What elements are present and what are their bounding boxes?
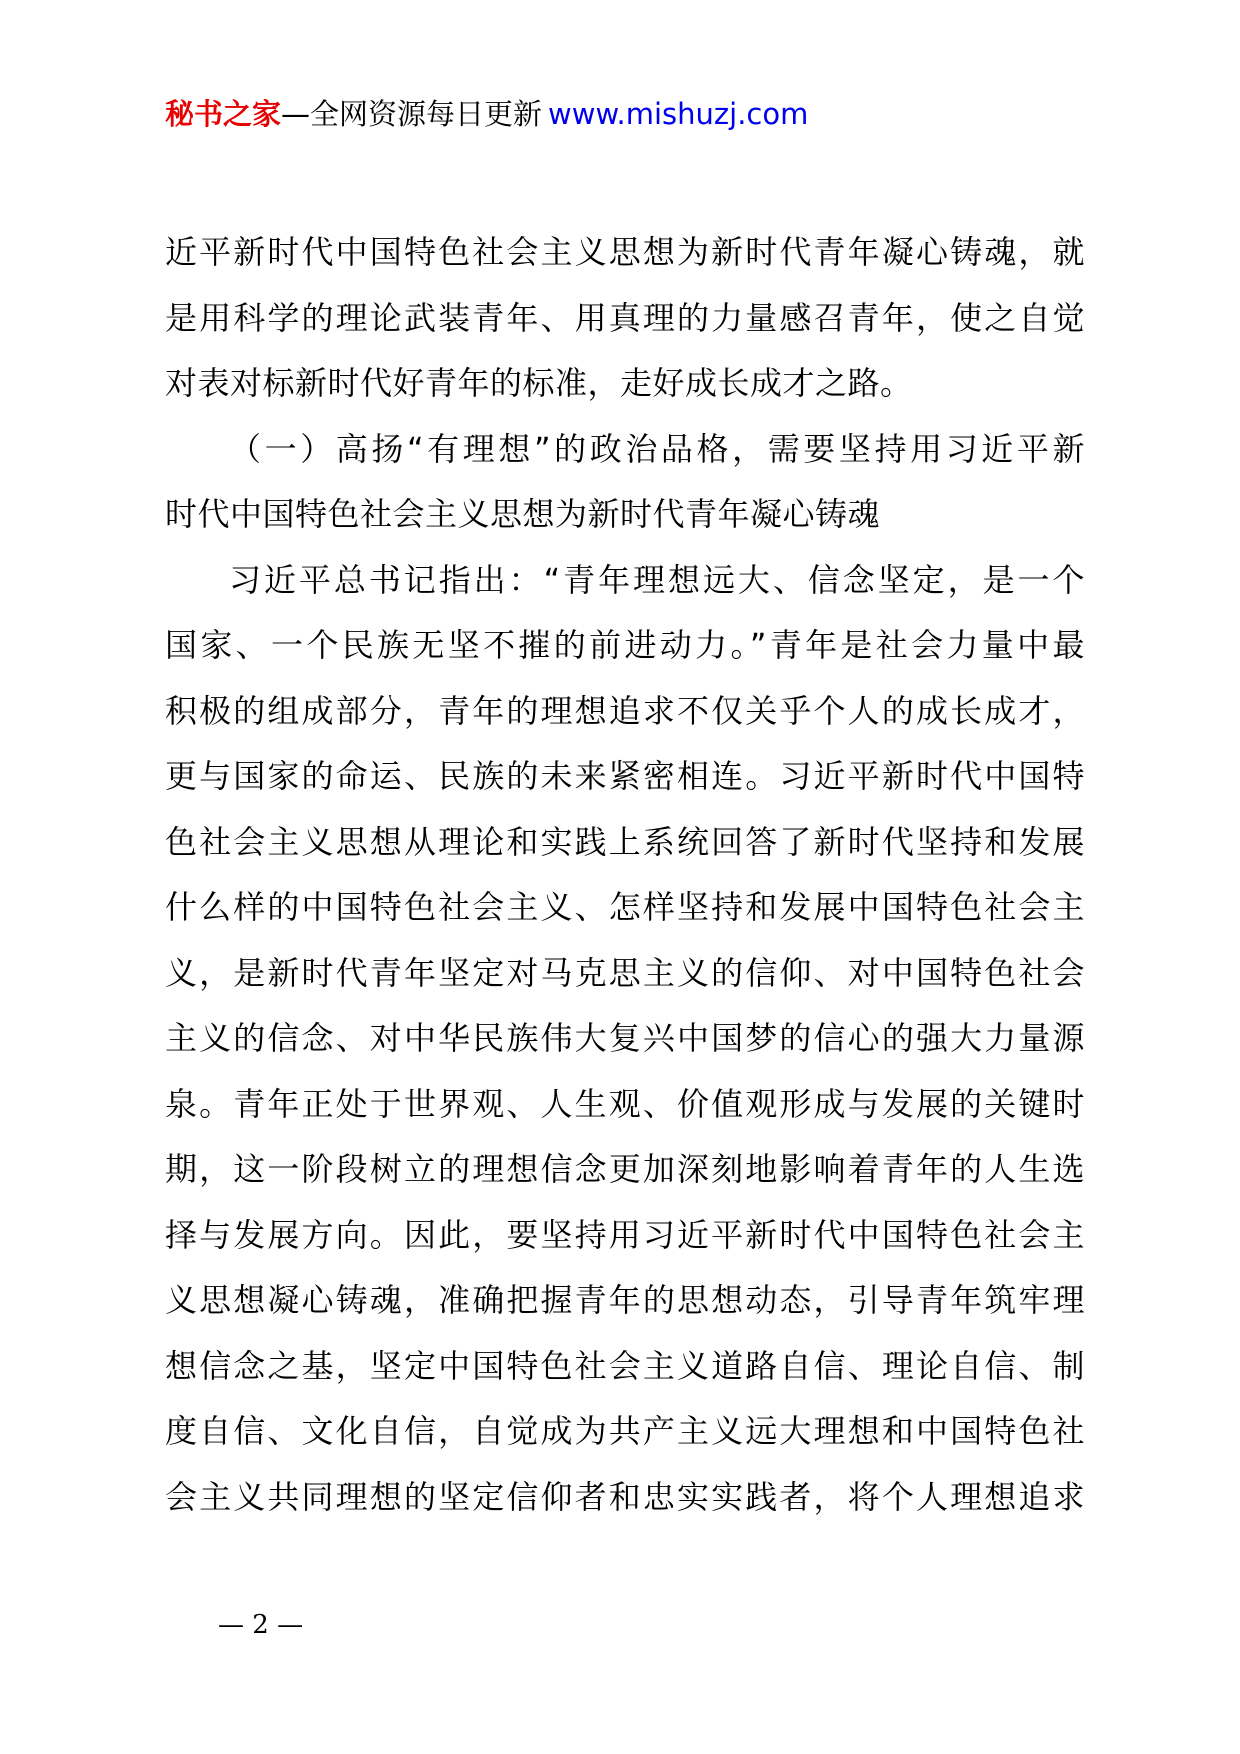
- body-line: 积极的组成部分，青年的理想追求不仅关乎个人的成长成才，: [165, 691, 1085, 730]
- site-url-link[interactable]: www.mishuzj.com: [548, 97, 809, 131]
- body-line: 是用科学的理论武装青年、用真理的力量感召青年，使之自觉: [165, 298, 1085, 337]
- body-line: 习近平总书记指出：“青年理想远大、信念坚定，是一个: [229, 560, 1085, 599]
- body-line: 会主义共同理想的坚定信仰者和忠实实践者，将个人理想追求: [165, 1477, 1085, 1516]
- header-tagline: —全网资源每日更新: [281, 97, 543, 131]
- body-line: 对表对标新时代好青年的标准，走好成长成才之路。: [165, 364, 913, 402]
- body-line: 义思想凝心铸魂，准确把握青年的思想动态，引导青年筑牢理: [165, 1281, 1085, 1319]
- body-line: 主义的信念、对中华民族伟大复兴中国梦的信心的强大力量源: [165, 1019, 1085, 1057]
- body-line: 近平新时代中国特色社会主义思想为新时代青年凝心铸魂，就: [165, 233, 1085, 271]
- body-line: 国家、一个民族无坚不摧的前进动力。”青年是社会力量中最: [165, 626, 1085, 664]
- site-header: [165, 92, 808, 136]
- body-line: 期，这一阶段树立的理想信念更加深刻地影响着青年的人生选: [165, 1150, 1085, 1188]
- body-line: 义，是新时代青年坚定对马克思主义的信仰、对中国特色社会: [165, 953, 1085, 992]
- body-line: 择与发展方向。因此，要坚持用习近平新时代中国特色社会主: [165, 1215, 1085, 1254]
- body-line: 度自信、文化自信，自觉成为共产主义远大理想和中国特色社: [165, 1412, 1085, 1450]
- section-heading-line: 时代中国特色社会主义思想为新时代青年凝心铸魂: [165, 495, 881, 533]
- document-body: [165, 230, 1085, 1540]
- page-number: — 2 —: [218, 1610, 304, 1640]
- body-line: 色社会主义思想从理论和实践上系统回答了新时代坚持和发展: [165, 822, 1085, 861]
- body-line: 想信念之基，坚定中国特色社会主义道路自信、理论自信、制: [165, 1346, 1085, 1385]
- body-line: 更与国家的命运、民族的未来紧密相连。习近平新时代中国特: [165, 757, 1085, 795]
- body-line: 什么样的中国特色社会主义、怎样坚持和发展中国特色社会主: [165, 888, 1085, 926]
- brand-name: 秘书之家: [165, 97, 282, 131]
- body-line: 泉。青年正处于世界观、人生观、价值观形成与发展的关键时: [165, 1084, 1085, 1123]
- section-heading-line: （一）高扬“有理想”的政治品格，需要坚持用习近平新: [229, 429, 1085, 468]
